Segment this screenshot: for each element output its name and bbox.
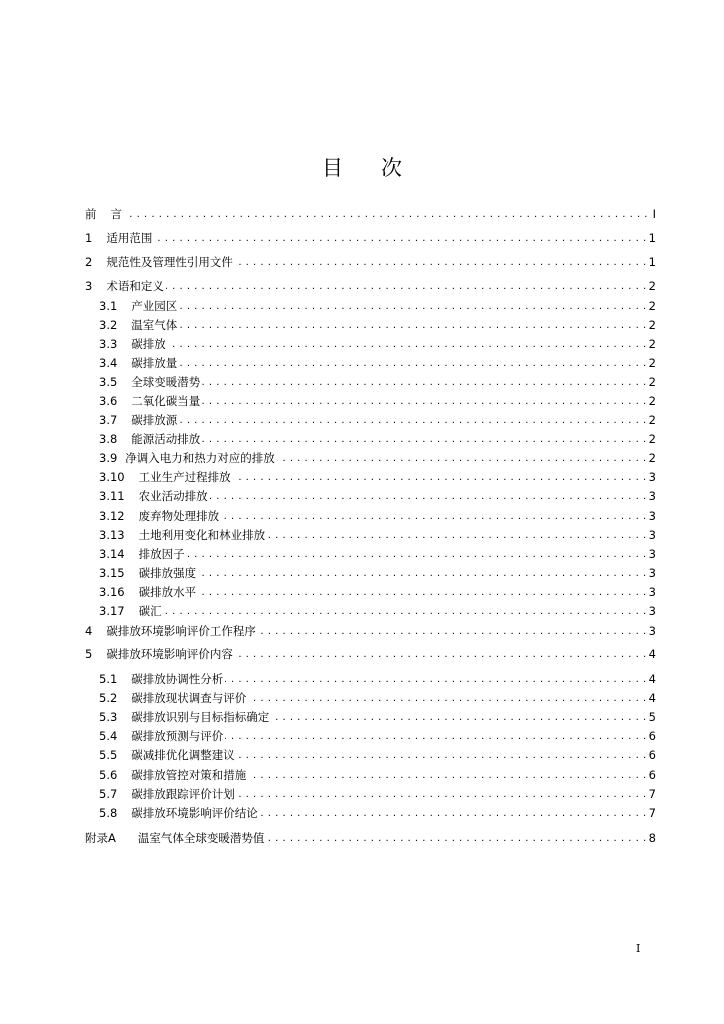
toc-entry-label: 术语和定义 [106,279,164,293]
toc-leader-dots [202,430,646,449]
toc-entry-page: 6 [648,748,656,762]
toc-entry-number: 3.9 [99,451,118,465]
toc-entry[interactable] [99,354,656,373]
toc-entry-page: 8 [648,831,656,845]
toc-entry-label: 碳排放预测与评价 [131,729,224,743]
toc-entry-label: 碳排放跟踪评价计划 [131,787,235,801]
toc-entry-number: 3.14 [99,547,125,561]
toc-entry-page: 2 [648,299,656,313]
toc-entry-page: 3 [648,624,656,638]
toc-leader-dots [202,373,646,392]
toc-entry-number: 3.13 [99,528,125,542]
toc-entry-page: I [652,207,656,221]
toc-entry-page: 2 [648,451,656,465]
toc-entry[interactable] [99,373,656,392]
toc-entry-label: 排放因子 [138,547,185,561]
toc-entry-number: 5.5 [99,748,118,762]
toc-leader-dots [221,507,647,526]
toc-entry-label: 温室气体 [131,318,178,332]
toc-entry-page: 6 [648,729,656,743]
toc-entry-label: 碳排放量 [131,356,178,370]
toc-entry[interactable] [99,430,656,449]
toc-entry[interactable] [85,645,656,664]
toc-leader-dots [154,229,646,248]
toc-leader-dots [124,205,648,224]
toc-entry-number: 2 [85,255,93,269]
toc-entry[interactable] [85,829,656,848]
toc-leader-dots [168,335,647,354]
toc-entry-number: 3.17 [99,604,125,618]
toc-leader-dots [210,487,647,506]
toc-entry-label: 土地利用变化和林业排放 [138,528,266,542]
toc-entry[interactable] [99,746,656,765]
toc-entry-number: 5.6 [99,768,118,782]
toc-title-left: 目 [322,156,343,180]
toc-entry-label: 温室气体全球变暖潜势值 [137,831,265,845]
toc-entry-label: 产业园区 [131,299,178,313]
toc-entry-number: 5.1 [99,672,118,686]
toc-entry-number: 5.7 [99,787,118,801]
toc-entry[interactable] [99,316,656,335]
toc-entry-page: 5 [648,710,656,724]
toc-leader-dots [179,411,646,430]
toc-leader-dots [166,277,647,296]
toc-entry[interactable] [99,392,656,411]
toc-entry-number: 3.4 [99,356,118,370]
toc-entry[interactable] [99,297,656,316]
toc-entry-label: 碳排放环境影响评价内容 [106,647,233,661]
toc-leader-dots [198,564,647,583]
toc-entry-label: 言 [110,207,122,221]
toc-entry[interactable] [99,411,656,430]
toc-entry-page: 3 [648,547,656,561]
toc-entry-page: 1 [648,231,656,245]
toc-leader-dots [237,785,647,804]
toc-entry-label: 碳排放强度 [138,566,197,580]
toc-entry-page: 4 [648,647,656,661]
toc-leader-dots [179,354,646,373]
toc-entry[interactable] [85,253,656,272]
toc-entry-number: 5.3 [99,710,118,724]
toc-entry[interactable] [99,602,656,621]
toc-entry-number: 3.5 [99,375,118,389]
toc-entry-number: 3.2 [99,318,118,332]
toc-entry[interactable] [99,689,656,708]
toc-entry[interactable] [99,785,656,804]
toc-leader-dots [266,829,646,848]
toc-entry-label: 碳排放 [131,337,166,351]
toc-entry-page: 3 [648,585,656,599]
toc-entry[interactable] [99,766,656,785]
toc-entry-label: 废弃物处理排放 [138,509,220,523]
toc-leader-dots [258,622,647,641]
toc-entry-label: 碳排放现状调查与评价 [131,691,247,705]
toc-entry-label: 工业生产过程排放 [138,470,231,484]
toc-entry-page: 6 [648,768,656,782]
toc-entry[interactable] [99,727,656,746]
toc-entry-page: 3 [648,528,656,542]
toc-entry-number: 3.11 [99,489,125,503]
toc-entry-number: 3.12 [99,509,125,523]
toc-leader-dots [235,253,647,272]
toc-leader-dots [164,602,647,621]
toc-entry[interactable] [99,670,656,689]
toc-leader-dots [248,689,646,708]
toc-entry-label: 适用范围 [106,231,153,245]
toc-entry[interactable] [99,545,656,564]
toc-entry[interactable] [99,526,656,545]
toc-leader-dots [179,297,646,316]
toc-entry-number: 5 [85,647,93,661]
toc-entry[interactable] [85,229,656,248]
toc-entry[interactable] [99,708,656,727]
toc-entry-label: 碳排放水平 [138,585,197,599]
toc-entry-label: 农业活动排放 [138,489,208,503]
toc-entry-page: 2 [648,279,656,293]
toc-entry-page: 1 [648,255,656,269]
page-number: I [636,942,641,955]
toc-entry[interactable] [85,622,656,641]
toc-entry-label: 净调入电力和热力对应的排放 [125,451,275,465]
toc-entry-label: 碳排放管控对策和措施 [131,768,247,782]
toc-title [0,152,724,182]
toc-entry-page: 3 [648,509,656,523]
toc-entry-number: 3.15 [99,566,125,580]
toc-leader-dots [179,316,646,335]
toc-leader-dots [277,449,647,468]
toc-entry[interactable] [85,205,656,224]
toc-entry[interactable] [99,804,656,823]
toc-entry-label: 全球变暖潜势 [131,375,201,389]
toc-entry-number: 3.7 [99,413,118,427]
toc-entry[interactable] [99,487,656,506]
toc-entry-number: 3.1 [99,299,118,313]
toc-entry-number: 3.10 [99,470,125,484]
toc-entry-page: 3 [648,489,656,503]
toc-entry-number: 前 [85,207,97,221]
toc-entry-label: 二氧化碳当量 [131,394,201,408]
toc-entry-label: 碳排放环境影响评价工作程序 [106,624,256,638]
toc-entry-number: 1 [85,231,93,245]
toc-title-right: 次 [381,156,402,180]
toc-entry[interactable] [99,564,656,583]
toc-leader-dots [198,583,647,602]
toc-entry-label: 碳排放识别与目标指标确定 [131,710,270,724]
toc-leader-dots [271,708,646,727]
toc-entry-page: 2 [648,337,656,351]
toc-leader-dots [260,804,647,823]
toc-entry-page: 2 [648,413,656,427]
toc-entry-number: 3.16 [99,585,125,599]
toc-entry-page: 4 [648,672,656,686]
toc-entry[interactable] [99,335,656,354]
toc-entry-number: 3 [85,279,93,293]
toc-entry-page: 7 [648,787,656,801]
toc-entry-page: 2 [648,432,656,446]
toc-entry-label: 碳减排优化调整建议 [131,748,235,762]
toc-entry-number: 5.2 [99,691,118,705]
toc-entry-label: 规范性及管理性引用文件 [106,255,233,269]
toc-entry-label: 碳汇 [138,604,162,618]
toc-entry-number: 4 [85,624,93,638]
toc-leader-dots [267,526,647,545]
toc-entry-page: 2 [648,356,656,370]
toc-entry-page: 3 [648,604,656,618]
toc-leader-dots [235,645,647,664]
toc-entry-page: 7 [648,806,656,820]
toc-entry-number: 附录A [85,831,116,845]
toc-entry[interactable] [99,583,656,602]
toc-entry-number: 5.4 [99,729,118,743]
toc-entry-page: 2 [648,394,656,408]
toc-leader-dots [237,746,647,765]
toc-entry-page: 3 [648,470,656,484]
toc-entry-label: 碳排放源 [131,413,178,427]
toc-entry[interactable] [85,277,656,296]
toc-entry-label: 能源活动排放 [131,432,201,446]
toc-entry-page: 3 [648,566,656,580]
toc-entry[interactable] [99,468,656,487]
toc-entry[interactable] [99,449,656,468]
toc-entry-number: 3.6 [99,394,118,408]
toc-entry-label: 碳排放协调性分析 [131,672,224,686]
toc-leader-dots [187,545,647,564]
toc-entry-page: 2 [648,318,656,332]
toc-leader-dots [233,468,647,487]
toc-entry-page: 4 [648,691,656,705]
toc-entry-page: 2 [648,375,656,389]
toc-entry-label: 碳排放环境影响评价结论 [131,806,258,820]
toc-leader-dots [202,392,646,411]
toc-leader-dots [225,670,646,689]
toc-entry-number: 3.3 [99,337,118,351]
toc-entry-number: 3.8 [99,432,118,446]
toc-leader-dots [225,727,646,746]
toc-leader-dots [248,766,646,785]
toc-entry-number: 5.8 [99,806,118,820]
toc-entry[interactable] [99,507,656,526]
